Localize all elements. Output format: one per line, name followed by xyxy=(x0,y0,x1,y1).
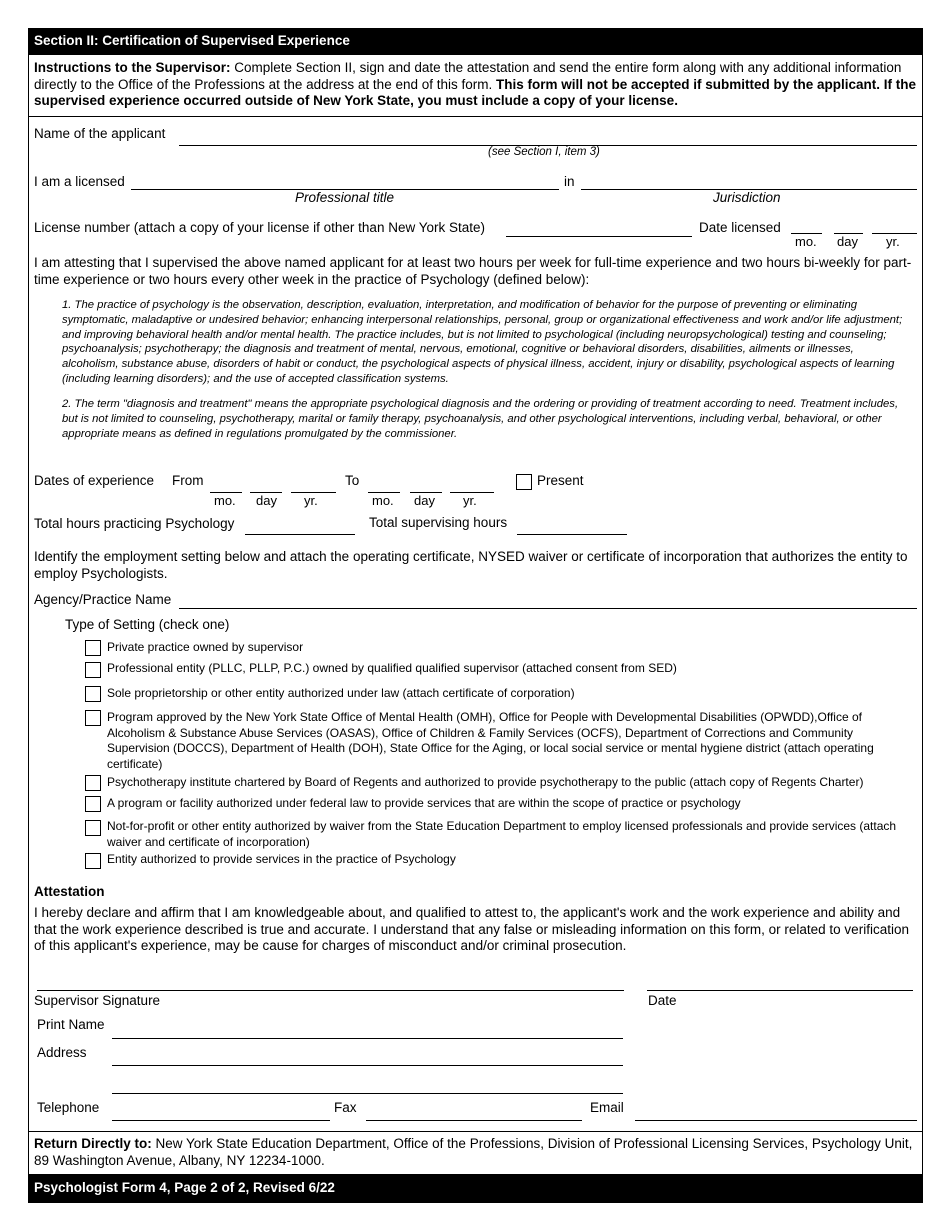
telephone-label: Telephone xyxy=(37,1100,100,1115)
setting-checkbox-entity-authorized[interactable] xyxy=(85,853,101,869)
fax-field[interactable] xyxy=(366,1120,582,1121)
section-title: Section II: Certification of Supervised Experience xyxy=(34,33,350,48)
agency-label: Agency/Practice Name xyxy=(34,592,172,607)
license-number-label: License number (attach a copy of your license if other than New York State) xyxy=(34,220,485,235)
address-label: Address xyxy=(37,1045,87,1060)
to-yr: yr. xyxy=(463,493,477,508)
present-label: Present xyxy=(537,473,584,488)
attestation-title: Attestation xyxy=(34,884,105,899)
to-label: To xyxy=(345,473,360,488)
professional-title-caption: Professional title xyxy=(295,190,395,205)
instructions-text: Complete Section II, sign and date the attestation and send the entire form along with any additional information directly to the Office of the Professions at the address at the end of this form. xyxy=(34,60,902,92)
setting-checkbox-sole-proprietorship[interactable] xyxy=(85,686,101,702)
divider xyxy=(28,1131,923,1132)
to-day: day xyxy=(414,493,435,508)
return-address xyxy=(34,1136,918,1169)
setting-checkbox-not-for-profit[interactable] xyxy=(85,820,101,836)
license-number-field[interactable] xyxy=(506,236,692,237)
setting-option-state-program: Program approved by the New York State Office of Mental Health (OMH), Office for People with Developmental Disabilities (OPWDD),Office of Alcoholism & Substance Abuse Services (OASAS), Office of Children & Family Services (OCFS), Department of Corrections and Community Supervision (DOCCS), Department of Health (DOH), State Office for the Aging, or local social service or mental hygiene district (attach operating certificate) xyxy=(107,710,874,771)
date-licensed-mo: mo. xyxy=(795,234,817,249)
licensed-label: I am a licensed xyxy=(34,174,125,189)
email-field[interactable] xyxy=(635,1120,917,1121)
from-mo: mo. xyxy=(214,493,236,508)
present-checkbox[interactable] xyxy=(516,474,532,490)
telephone-field[interactable] xyxy=(112,1120,330,1121)
setting-checkbox-state-program[interactable] xyxy=(85,710,101,726)
setting-option-professional-entity: Professional entity (PLLC, PLLP, P.C.) owned by qualified qualified supervisor (attached consent from SED) xyxy=(107,661,677,675)
instructions-lead: Instructions to the Supervisor: xyxy=(34,60,231,75)
supervisor-signature-label: Supervisor Signature xyxy=(34,993,161,1008)
date-label: Date xyxy=(648,993,677,1008)
supervisor-signature-field[interactable] xyxy=(37,990,624,991)
setting-option-private-practice: Private practice owned by supervisor xyxy=(107,640,304,654)
form-frame xyxy=(28,28,923,1203)
instructions-bold: This form will not be accepted if submitted by the applicant. If the supervised experience occurred outside of New York State, you must include a copy of your license. xyxy=(34,76,917,109)
definition-1: 1. The practice of psychology is the observation, description, evaluation, interpretation, and modification of behavior for the purpose of preventing or eliminating symptomatic, maladaptive or undesired behavior; enhancing interpersonal relationships, personal, group or organizational effectiveness and work and/or life adjustment; and improving behavioral health and/or mental health. The practice includes, but is not limited to psychological (including neuropsychological) testing and counseling; psychoanalysis; psychotherapy; the diagnosis and treatment of mental, nervous, emotional, cognitive or behavioral disorders, disabilities, ailments or illnesses, alcoholism, substance abuse, disorders of habit or conduct, the psychological aspects of physical illness, accident, injury or disability, psychological aspects of learning (including learning disorders); and the use of accepted classification systems. xyxy=(62,299,903,385)
in-label: in xyxy=(564,174,575,189)
setting-option-federal-program: A program or facility authorized under federal law to provide services that are within the scope of practice or psychology xyxy=(107,796,741,810)
section-header xyxy=(28,28,923,55)
from-yr: yr. xyxy=(304,493,318,508)
print-name-label: Print Name xyxy=(37,1017,105,1032)
setting-option-psychotherapy-institute: Psychotherapy institute chartered by Board of Regents and authorized to provide psychotherapy to the public (attach copy of Regents Charter) xyxy=(107,775,864,789)
setting-option-sole-proprietorship: Sole proprietorship or other entity authorized under law (attach certificate of corporation) xyxy=(107,686,575,700)
definition-2: 2. The term "diagnosis and treatment" means the appropriate psychological diagnosis and the ordering or providing of treatment according to need. Treatment includes, but is not limited to counseling, psychotherapy, marital or family therapy, psychoanalysis, and other psychological interventions, including verbal, behavioral, or other appropriate means as defined in regulations promulgated by the commissioner. xyxy=(62,398,899,440)
applicant-name-label: Name of the applicant xyxy=(34,126,166,141)
address-field-line-2[interactable] xyxy=(112,1093,623,1094)
setting-checkbox-psychotherapy-institute[interactable] xyxy=(85,775,101,791)
setting-option-entity-authorized: Entity authorized to provide services in the practice of Psychology xyxy=(107,852,456,866)
signature-date-field[interactable] xyxy=(647,990,913,991)
identify-setting-text: Identify the employment setting below and attach the operating certificate, NYSED waiver or certificate of incorporation that authorizes the entity to employ Psychologists. xyxy=(34,549,908,581)
form-label: Psychologist Form 4, Page 2 of 2, Revised 6/22 xyxy=(34,1180,335,1195)
date-licensed-label: Date licensed xyxy=(699,220,781,235)
setting-checkbox-professional-entity[interactable] xyxy=(85,662,101,678)
date-licensed-day: day xyxy=(837,234,858,249)
email-label: Email xyxy=(590,1100,624,1115)
print-name-field[interactable] xyxy=(112,1038,623,1039)
total-hours-label: Total hours practicing Psychology xyxy=(34,516,235,531)
from-day: day xyxy=(256,493,277,508)
total-hours-field[interactable] xyxy=(245,534,355,535)
setting-checkbox-private-practice[interactable] xyxy=(85,640,101,656)
return-lead: Return Directly to: xyxy=(34,1136,152,1151)
type-of-setting-label: Type of Setting (check one) xyxy=(65,617,230,632)
applicant-name-hint: (see Section I, item 3) xyxy=(488,146,600,158)
instructions xyxy=(34,60,918,110)
setting-checkbox-federal-program[interactable] xyxy=(85,796,101,812)
attestation-text: I hereby declare and affirm that I am knowledgeable about, and qualified to attest to, the applicant's work and the work experience and ability and that the work experience described is true and accurate. I understand that any false or misleading information on this form, or related to verification of this applicant's experience, may be cause for charges of misconduct and/or criminal prosecution. xyxy=(34,905,909,954)
total-supervising-field[interactable] xyxy=(517,534,627,535)
date-licensed-yr: yr. xyxy=(886,234,900,249)
to-mo: mo. xyxy=(372,493,394,508)
return-text: New York State Education Department, Office of the Professions, Division of Professional Licensing Services, Psychology Unit, 89 Washington Avenue, Albany, NY 12234-1000. xyxy=(34,1136,913,1168)
divider xyxy=(28,116,923,117)
footer-bar xyxy=(28,1174,923,1203)
total-supervising-label: Total supervising hours xyxy=(369,515,508,530)
fax-label: Fax xyxy=(334,1100,357,1115)
address-field-line-1[interactable] xyxy=(112,1065,623,1066)
dates-of-experience-label: Dates of experience xyxy=(34,473,155,488)
setting-option-not-for-profit: Not-for-profit or other entity authorized by waiver from the State Education Department to employ licensed professionals and provide services (attach waiver and certificate of incorporation) xyxy=(107,819,897,849)
agency-name-field[interactable] xyxy=(179,608,917,609)
from-label: From xyxy=(172,473,204,488)
attesting-text: I am attesting that I supervised the above named applicant for at least two hours per week for full-time experience and two hours bi-weekly for part-time experience or two hours every other week in the practice of Psychology (defined below): xyxy=(34,255,912,287)
jurisdiction-caption: Jurisdiction xyxy=(713,190,781,205)
